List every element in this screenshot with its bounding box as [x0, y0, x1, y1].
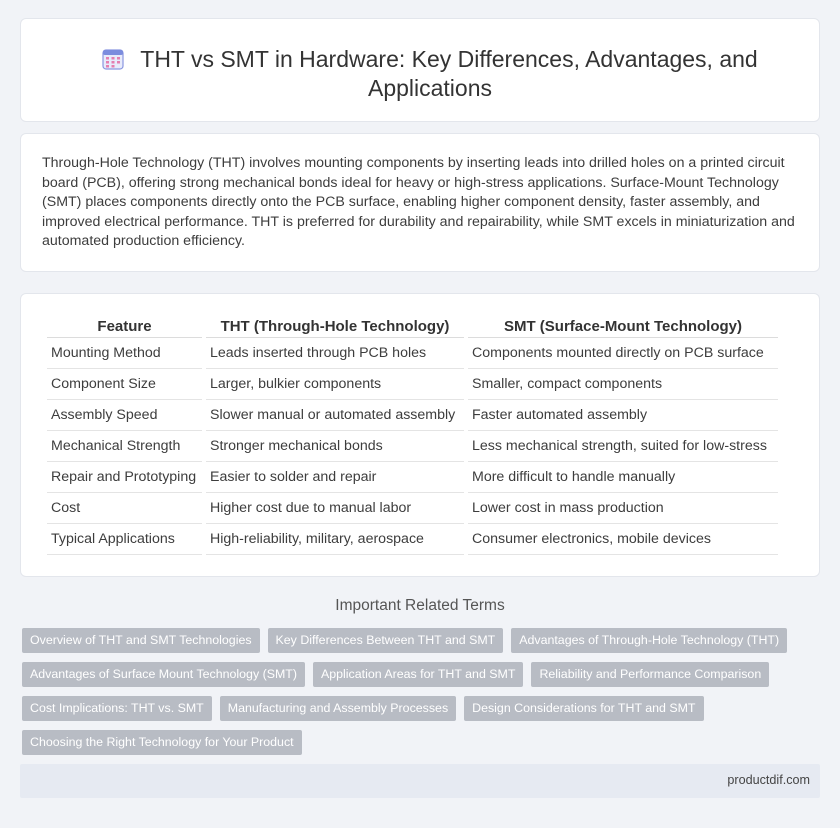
table-cell-tht: Stronger mechanical bonds	[206, 431, 464, 462]
table-cell-tht: Higher cost due to manual labor	[206, 493, 464, 524]
title-card	[20, 18, 820, 122]
table-cell-smt: Lower cost in mass production	[468, 493, 778, 524]
tag-row	[22, 730, 812, 755]
table-cell-feature: Mounting Method	[47, 338, 202, 369]
table-row	[47, 431, 778, 462]
related-term-tag[interactable]: Manufacturing and Assembly Processes	[220, 696, 456, 721]
related-term-tag[interactable]: Application Areas for THT and SMT	[313, 662, 523, 687]
related-term-tag[interactable]: Advantages of Surface Mount Technology (SMT)	[22, 662, 305, 687]
column-header-feature: Feature	[47, 316, 202, 338]
table-cell-smt: Components mounted directly on PCB surface	[468, 338, 778, 369]
table-cell-feature: Typical Applications	[47, 524, 202, 555]
related-term-tag[interactable]: Cost Implications: THT vs. SMT	[22, 696, 212, 721]
calendar-grid-icon	[102, 48, 124, 70]
table-cell-smt: More difficult to handle manually	[468, 462, 778, 493]
table-cell-smt: Consumer electronics, mobile devices	[468, 524, 778, 555]
comparison-table-card	[20, 293, 820, 577]
table-row	[47, 493, 778, 524]
footer	[20, 764, 820, 798]
tag-row	[22, 696, 812, 721]
table-row	[47, 338, 778, 369]
table-cell-tht: Leads inserted through PCB holes	[206, 338, 464, 369]
column-header-smt: SMT (Surface-Mount Technology)	[468, 316, 778, 338]
table-cell-tht: Slower manual or automated assembly	[206, 400, 464, 431]
tag-row	[22, 628, 812, 653]
table-row	[47, 369, 778, 400]
related-term-tag[interactable]: Key Differences Between THT and SMT	[268, 628, 504, 653]
table-cell-tht: High-reliability, military, aerospace	[206, 524, 464, 555]
page-title: THT vs SMT in Hardware: Key Differences, Advantages, and Applications	[140, 46, 758, 101]
intro-card	[20, 133, 820, 272]
table-cell-smt: Less mechanical strength, suited for low-stress	[468, 431, 778, 462]
page-title-wrapper	[81, 45, 779, 103]
table-cell-smt: Faster automated assembly	[468, 400, 778, 431]
comparison-table	[43, 316, 782, 555]
column-header-tht: THT (Through-Hole Technology)	[206, 316, 464, 338]
related-term-tag[interactable]: Design Considerations for THT and SMT	[464, 696, 703, 721]
table-cell-feature: Cost	[47, 493, 202, 524]
table-cell-tht: Larger, bulkier components	[206, 369, 464, 400]
related-term-tag[interactable]: Overview of THT and SMT Technologies	[22, 628, 260, 653]
related-terms-heading: Important Related Terms	[335, 597, 505, 614]
table-cell-tht: Easier to solder and repair	[206, 462, 464, 493]
related-term-tag[interactable]: Choosing the Right Technology for Your Product	[22, 730, 302, 755]
footer-site-name: productdif.com	[727, 773, 810, 787]
table-row	[47, 462, 778, 493]
related-term-tag[interactable]: Advantages of Through-Hole Technology (THT)	[511, 628, 787, 653]
table-row	[47, 400, 778, 431]
related-term-tag[interactable]: Reliability and Performance Comparison	[531, 662, 769, 687]
tag-row	[22, 662, 812, 687]
table-cell-feature: Component Size	[47, 369, 202, 400]
table-cell-smt: Smaller, compact components	[468, 369, 778, 400]
table-header-row	[47, 316, 778, 338]
table-cell-feature: Mechanical Strength	[47, 431, 202, 462]
table-row	[47, 524, 778, 555]
table-cell-feature: Repair and Prototyping	[47, 462, 202, 493]
related-terms-list	[22, 628, 812, 764]
intro-paragraph: Through-Hole Technology (THT) involves mounting components by inserting leads into drilled holes on a printed circuit board (PCB), offering strong mechanical bonds ideal for heavy or high-stress applications. Surface-Mount Technology (SMT) places components directly onto the PCB surface, enabling higher component density, faster assembly, and improved electrical performance. THT is preferred for durability and repairability, while SMT excels in miniaturization and automated production efficiency.	[42, 155, 795, 249]
table-cell-feature: Assembly Speed	[47, 400, 202, 431]
